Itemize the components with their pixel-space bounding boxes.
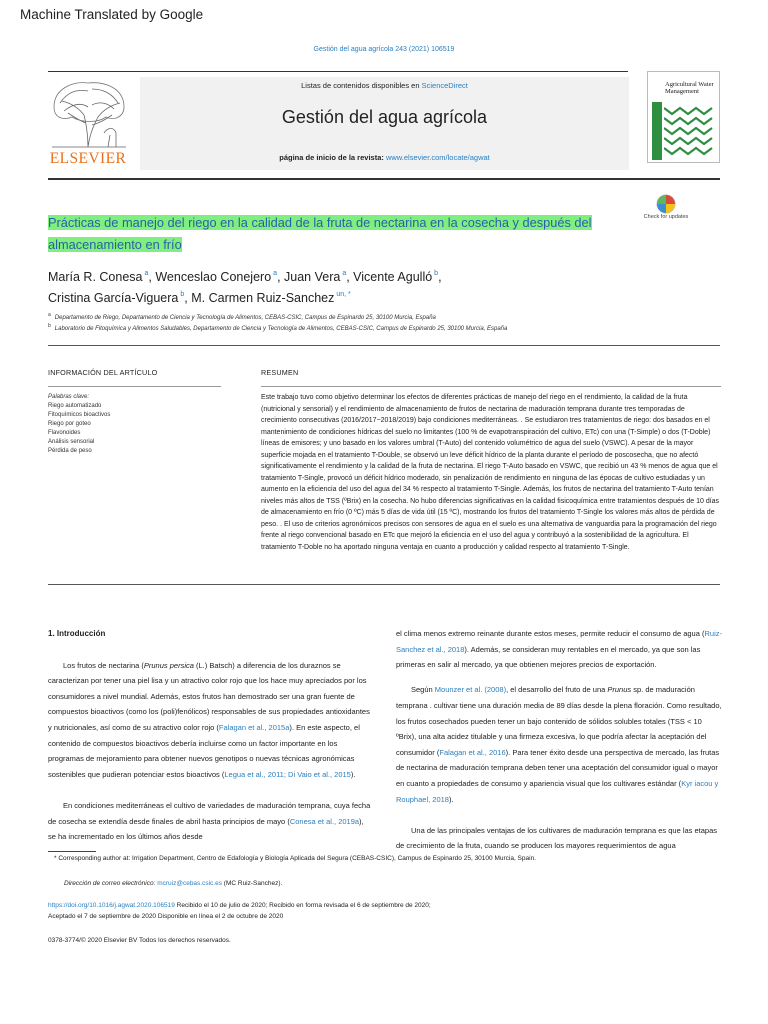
keyword-item: Análisis sensorial [48,439,95,445]
author-affiliation-marker[interactable]: a [342,270,347,277]
section-heading-introduction: 1. Introducción [48,629,106,638]
keyword-item: Flavonoides [48,430,81,436]
article-info-heading: INFORMACIÓN DEL ARTÍCULO [48,368,158,377]
citation-link[interactable]: Falagan et al., 2016 [439,747,506,757]
citation-link[interactable]: Legua et al., 2011; Di Vaio et al., 2015 [224,769,351,779]
citation-link[interactable]: Falagan et al., 2015a [218,722,290,732]
author-name[interactable]: Cristina García-Viguera [48,291,179,305]
keyword-item: Riego automatizado [48,403,102,409]
crossmark-label: Check for updates [643,214,689,220]
corresponding-author-note: * Corresponding author at: Irrigation Department, Centro de Edafología y Biología Aplicada del Segura (CEBAS-CSIC), Campus de Espinardo 25, 30100 Murcia, Spain. [54,855,536,862]
keyword-item: Riego por goteo [48,421,91,427]
keyword-item: Fitoquímicos bioactivos [48,412,111,418]
author-affiliation-marker[interactable]: b [180,291,185,298]
journal-title: Gestión del agua agrícola [281,107,488,127]
copyright-notice: 0378-3774/© 2020 Elsevier BV Todos los derechos reservados. [48,937,231,944]
crossmark-icon[interactable] [647,193,685,229]
abstract-heading: RESUMEN [261,368,299,377]
masthead-bottom-rule [48,178,720,180]
paragraph: En condiciones mediterráneas el cultivo de variedades de maduración temprana, cuya fecha de cosecha se extendía desde finales de abril hasta principios de mayo (Conesa et al., 2019a), se ha incrementado en los últimos años desde [48,800,371,842]
contents-availability: Listas de contenidos disponibles en ScienceDirect [301,81,468,90]
citation-link[interactable]: Kyr iacou y Rouphael, 2018 [396,778,719,804]
citation-link[interactable]: Conesa et al., 2019a [289,816,360,826]
abstract-bottom-rule [48,584,720,585]
citation-link[interactable]: Ruiz-Sanchez et al., 2018 [396,629,722,654]
author-name[interactable]: M. Carmen Ruiz-Sanchez [191,291,335,305]
journal-masthead [48,77,720,175]
journal-cover-icon[interactable] [647,71,720,163]
keywords-list [48,393,110,456]
author-name[interactable]: María R. Conesa [48,270,143,284]
paragraph: Los frutos de nectarina (Prunus persica (L.) Batsch) a diferencia de los duraznos se caracterizan por tener una piel lisa y un atractivo color rojo que los hace muy apreciados por los consumidores a nivel mundial. Además, estos frutos han demostrado ser una gran fuente de compuestos bioactivos (como los (poli)fenólicos) responsables de sus propiedades antioxidantes y nutricionales, así como de su atractivo color rojo (Falagan et al., 2015a). En este aspecto, el contenido de compuestos bioactivos debería incluirse como un factor importante en los programas de mejoramiento para obtener nuevos genotipos o nuevas técnicas agronómicas sostenibles que pudieran potenciar estos bioactivos (Legua et al., 2011; Di Vaio et al., 2015). [48,660,370,779]
journal-homepage-link[interactable]: www.elsevier.com/locate/agwat [385,153,490,162]
author-affiliation-marker[interactable]: a [273,270,278,277]
citation-link[interactable]: Mounzer et al. (2008) [434,685,507,695]
keyword-item: Pérdida de peso [48,448,92,454]
authors-line-2: Cristina García-Viguera $^b$, M. Carmen Ruiz-Sanchez $^{un, *}$ [48,291,351,305]
journal-homepage: página de inicio de la revista: www.elsevier.com/locate/agwat [279,153,490,162]
machine-translation-banner: Machine Translated by Google [20,7,204,22]
journal-header-box [140,77,629,170]
paragraph: Una de las principales ventajas de los cultivares de maduración temprana es que las etapas de crecimiento de la fruta, cuando se producen los mayores requerimientos de agua [396,825,718,851]
masthead-top-rule [48,71,628,72]
author-affiliation-marker[interactable]: b [434,270,439,277]
author-affiliation-marker[interactable]: un, * [336,291,351,298]
paragraph: Según Mounzer et al. (2008), el desarrollo del fruto de una Prunus sp. de maduración temprana . cultivar tiene una duración media de 89 días desde la plena floración. Como resultado, los frutos cosechados pueden tener un bajo contenido de sólidos solubles totales (TSS < 10 ºBrix), una alta acidez titulable y una firmeza excesiva, lo que podría afectar la aceptación del consumidor (Falagan et al., 2016). Para tener éxito desde una perspectiva de mercado, las frutas de nectarina de maduración temprana deben tener una aceptación del consumidor igual o mayor en cuanto a propiedades de consumo y apariencia visual que los cultivares estándar (Kyr iacou y Rouphael, 2018). [396,685,722,804]
article-history: https://doi.org/10.1016/j.agwat.2020.106519 Recibido el 10 de julio de 2020; Recibido en forma revisada el 6 de septiembre de 2020; Aceptado el 7 de septiembre de 2020 Disponible en línea el 2 de octubre de 2020 [48,902,431,920]
article-title: Prácticas de manejo del riego en la calidad de la fruta de nectarina en la cosecha y después del almacenamiento en frío [48,215,592,252]
article-info-rule [48,386,221,387]
author-list [48,265,668,307]
publisher-name: ELSEVIER [49,150,127,167]
affiliation-a: $^a$ Departamento de Riego, Departamento de Ciencia y Tecnología de Alimentos, CEBAS-CSIC, Campus de Espinardo 25, 30100 Murcia, España [48,312,436,321]
cover-title: Agricultural Water Management [665,81,714,95]
author-affiliation-marker[interactable]: a [144,270,149,277]
journal-reference-link[interactable]: Gestión del agua agrícola 243 (2021) 106519 [313,46,455,53]
author-name[interactable]: Wenceslao Conejero [155,270,272,284]
email-note: Dirección de correo electrónico: mcruiz@cebas.csic.es (MC Ruiz-Sanchez). [64,880,283,887]
doi-link[interactable]: https://doi.org/10.1016/j.agwat.2020.106519 [48,902,175,909]
footnote-rule [48,851,96,852]
sciencedirect-link[interactable]: ScienceDirect [421,81,468,90]
author-name[interactable]: Juan Vera [284,270,341,284]
affiliation-b: $^b$ Laboratorio de Fitoquímica y Alimentos Saludables, Departamento de Ciencia y Tecnología de Alimentos, CEBAS-CSIC, Campus de Espinardo 25, 30100 Murcia, España [48,323,508,332]
body-column-right [396,626,722,870]
authors-line-1: María R. Conesa $^a$, Wenceslao Conejero $^a$, Juan Vera $^a$, Vicente Agulló $^b$, [48,270,442,284]
author-name[interactable]: Vicente Agulló [353,270,433,284]
header-divider [48,345,720,346]
keywords-label: Palabras clave: [48,394,90,400]
abstract-text: Este trabajo tuvo como objetivo determinar los efectos de diferentes prácticas de manejo del riego en el rendimiento, la calidad de la fruta (nutricional y sensorial) y el rendimiento de almacenamiento de frutos de nectarina de maduración temprana durante tres temporadas de crecimiento consecutivas (2016/2017−2018/2019) bajo condiciones mediterráneas. . Se estudiaron tres tratamientos de riego: dos basados en el mantenimiento de condiciones hídricas del suelo no limitantes (100 % de evapotranspiración del cultivo, ETc) con una (T-Simple) o dos (T-Doble) líneas de emisores; y uno basado en los valores umbral (T-Auto) del contenido volumétrico de agua del suelo (VSWC). A pesar de la mayor superficie mojada en el tratamiento T-Double, se observó un leve déficit hídrico de la planta durante el período de poscosecha, que no afectó significativamente el rendimiento y la calidad de la fruta de nectarina. El riego T-Auto basado en VSWC, que recibió un 43 % menos de agua que el tratamiento T-Single, provocó un déficit hídrico moderado, sin penalización de rendimiento en ninguna de las épocas de cultivo estudiadas y un aumento en la eficiencia del uso del agua del 34 % respecto al tratamiento T-Single. Además, los frutos de nectarina del tratamiento T-Auto tenían niveles más altos de TSS (ºBrix) en la cosecha. No hubo diferencias significativas en la calidad fisicoquímica entre tratamientos después de 10 días de almacenamiento en frío (0 ºC) más 5 días de vida útil (15 ºC), mostrando los frutos del tratamiento T-Single los valores más altos de pérdida de peso. . El uso de criterios agronómicos precisos con sensores de agua en el suelo es una alternativa de vanguardia para la programación del riego frente al riego convencional basado en ETc que mejoró la eficiencia en el uso del agua y contribuyó a la sostenibilidad de la agricultura. El tratamiento T-Doble no ha aportado ninguna ventaja en cuanto a producción y calidad respecto al tratamiento T-Single. [261,394,720,551]
paragraph: el clima menos extremo reinante durante estos meses, permite reducir el consumo de agua (Ruiz-Sanchez et al., 2018). Además, se consideran muy rentables en el mercado, ya que son las primeras en salir al mercado, ya que obtienen mejores precios de exportación. [396,629,722,670]
body-column-left [48,626,372,860]
email-link[interactable]: mcruiz@cebas.csic.es [157,880,222,887]
abstract-rule [261,386,721,387]
